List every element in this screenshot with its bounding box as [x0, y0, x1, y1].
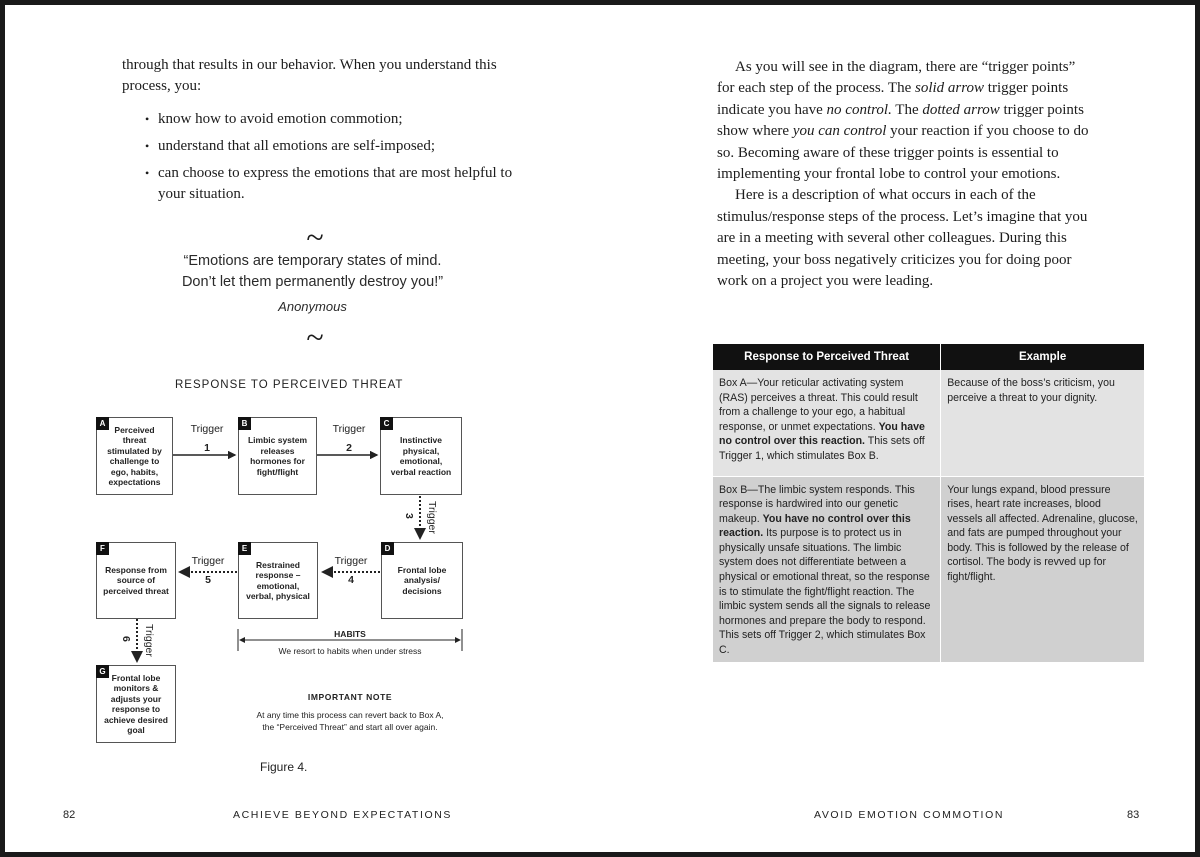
box-letter: A: [96, 417, 109, 430]
right-page: [600, 5, 1200, 852]
ornament-tilde: ~: [306, 219, 324, 255]
box-letter: B: [238, 417, 251, 430]
box-g: [96, 665, 176, 743]
list-item: • know how to avoid emotion commotion;: [145, 109, 525, 130]
box-text: Frontal lobe monitors & adjusts your response to achieve desired goal: [104, 672, 168, 735]
quote-author: Anonymous: [278, 299, 347, 314]
diagram-title: RESPONSE TO PERCEIVED THREAT: [175, 379, 404, 391]
text-run: Box B—The limbic system responds. This response is hardwired into our genetic makeup.: [719, 483, 915, 525]
trigger-label: Trigger: [334, 555, 368, 567]
table-header: Response to Perceived Threat: [713, 344, 941, 370]
table-cell: Your lungs expand, blood pressure rises, heart rate increases, blood vessels all affected. Adrenaline, glucose, and fats are pumped throughout your body. This is followed by the release of cortisol. The body is revved up for fight/flight.: [941, 476, 1145, 662]
trigger-label: Trigger: [191, 555, 225, 567]
box-text: Response from source of perceived threat: [103, 564, 169, 596]
emphasis: no control.: [826, 101, 892, 118]
trigger-label: Trigger: [332, 423, 366, 435]
quote: [155, 251, 470, 293]
habits-caption: We resort to habits when under stress: [278, 646, 422, 656]
box-text: Frontal lobe analysis/ decisions: [397, 564, 447, 596]
trigger-number: 4: [348, 574, 354, 586]
threat-table: [713, 344, 1145, 663]
box-d: [381, 542, 463, 619]
trigger-number: 6: [120, 636, 132, 642]
list-item: • understand that all emotions are self-imposed;: [145, 136, 525, 157]
ornament-tilde: ~: [306, 319, 324, 355]
paragraph: [717, 57, 1092, 185]
bold-text: You have no control over this reaction.: [719, 420, 925, 448]
quote-line: Don’t let them permanently destroy you!”: [181, 274, 444, 290]
running-footer: ACHIEVE BEYOND EXPECTATIONS: [233, 809, 453, 821]
table-cell: [713, 476, 941, 662]
box-c: [380, 417, 462, 495]
text-run: trigger points indicate you have: [717, 80, 1069, 118]
box-f: [96, 542, 176, 619]
quote-line: “Emotions are temporary states of mind.: [183, 253, 442, 269]
box-text: Perceived threat stimulated by challenge to ego, habits, expectations: [107, 424, 162, 487]
box-text: Limbic system releases hormones for fight/flight: [247, 435, 308, 477]
intro-paragraph: through that results in our behavior. When you understand this process, you:: [122, 57, 497, 94]
text-run: Its purpose is to protect us in physically unsafe situations. The limbic system does not differentiate between a physical or emotional threat, so the response is to stimulate the fight/flight reaction. The limbic system sends all the signals to release hormones and prepare the body to respond. This sets off Trigger 2, which stimulates Box C.: [719, 527, 931, 657]
text-run: Box A—Your reticular activating system (RAS) perceives a threat. This could result from a challenge to your ego, a habitual response, or unmet expectations.: [719, 377, 918, 433]
bullet-list: [145, 109, 525, 211]
box-text: Instinctive physical, emotional, verbal reaction: [390, 435, 452, 477]
list-item: • can choose to express the emotions that are most helpful to your situation.: [145, 163, 525, 205]
threat-response-diagram: [90, 405, 490, 755]
bold-text: You have no control over this reaction.: [719, 512, 911, 540]
box-b: [238, 417, 317, 495]
text-run: As you will see in the diagram, there are “trigger points” for each step of the process. The: [717, 59, 1076, 97]
table-cell: [713, 370, 941, 476]
trigger-number: 1: [204, 442, 210, 454]
note-text: At any time this process can revert back to Box A, the “Perceived Threat” and start all over again.: [256, 710, 444, 732]
emphasis: solid arrow: [914, 80, 985, 97]
table-row: [713, 370, 1145, 476]
text-run: This sets off Trigger 1, which stimulates Box B.: [719, 435, 925, 462]
trigger-number: 5: [205, 574, 211, 586]
trigger-number: 2: [346, 442, 352, 454]
box-letter: D: [381, 542, 394, 555]
note-title: IMPORTANT NOTE: [307, 692, 393, 702]
table-header: Example: [941, 344, 1145, 370]
page-number: 82: [63, 809, 76, 821]
box-e: [238, 542, 318, 619]
box-a: [96, 417, 173, 495]
body-text: [717, 57, 1092, 292]
habits-label: HABITS: [334, 629, 366, 639]
paragraph: Here is a description of what occurs in each of the stimulus/response steps of the process. Let’s imagine that you are in a meeting with several other colleagues. During this meeting, your boss negatively criticizes you for doing poor work on a project you were leading.: [717, 187, 1088, 290]
trigger-number: 3: [403, 513, 415, 519]
table-row: [713, 476, 1145, 662]
page-number: 83: [1127, 809, 1140, 821]
text-run: trigger points show where: [717, 101, 1084, 140]
box-letter: F: [96, 542, 109, 555]
trigger-label: Trigger: [143, 624, 155, 657]
trigger-label: Trigger: [190, 423, 224, 435]
emphasis: dotted arrow: [922, 101, 1000, 118]
running-footer: AVOID EMOTION COMMOTION: [814, 809, 1005, 821]
figure-caption: Figure 4.: [260, 760, 308, 774]
box-letter: G: [96, 665, 109, 678]
emphasis: you can control: [792, 123, 887, 140]
left-page: [5, 5, 600, 852]
text-run: your reaction if you choose to do so. Becoming aware of these trigger points is essential to implementing your frontal lobe to control your emotions.: [717, 123, 1089, 183]
trigger-label: Trigger: [426, 501, 438, 534]
box-letter: C: [380, 417, 393, 430]
box-text: Restrained response – emotional, verbal, physical: [246, 559, 310, 601]
table-cell: Because of the boss’s criticism, you perceive a threat to your dignity.: [941, 370, 1145, 476]
text-run: The: [891, 101, 923, 118]
box-letter: E: [238, 542, 251, 555]
